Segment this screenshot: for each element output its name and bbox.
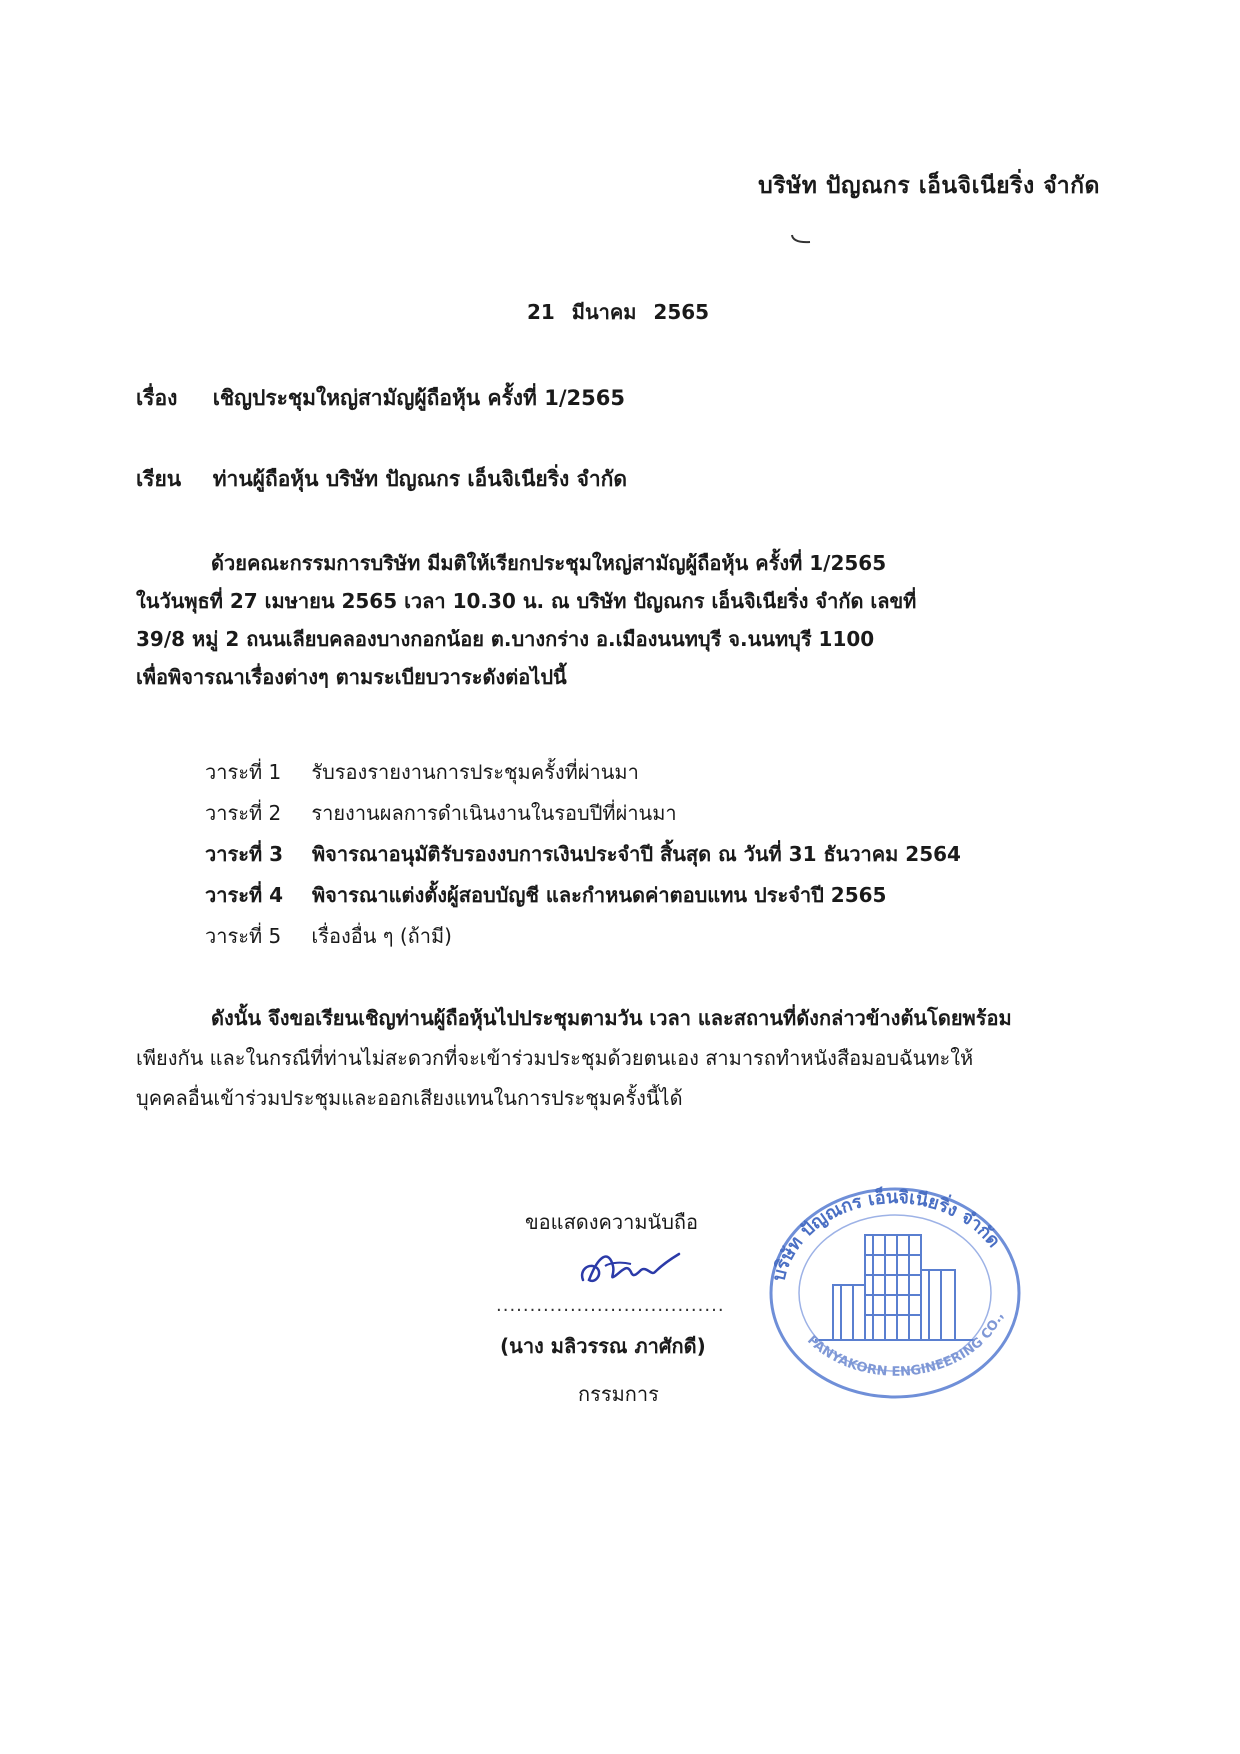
seal-top-text: บริษัท ปัญณกร เอ็นจิเนียริ่ง จำกัด — [768, 1186, 1005, 1284]
paragraph-line: ดังนั้น จึงขอเรียนเชิญท่านผู้ถือหุ้นไปประชุมตามวัน เวลา และสถานที่ดังกล่าวข้างต้นโดยพร้อม — [211, 1006, 1012, 1030]
agenda-text: เรื่องอื่น ๆ (ถ้ามี) — [311, 924, 452, 948]
paragraph-line: 39/8 หมู่ 2 ถนนเลียบคลองบางกอกน้อย ต.บางกร่าง อ.เมืองนนทบุรี จ.นนทบุรี 1100 — [136, 627, 875, 651]
agenda-item — [205, 875, 961, 916]
signer-title: กรรมการ — [578, 1382, 659, 1406]
recipient-text: ท่านผู้ถือหุ้น บริษัท ปัญณกร เอ็นจิเนียริ่ง จำกัด — [212, 467, 628, 491]
letter-date: 21 มีนาคม 2565 — [527, 300, 710, 324]
subject-text: เชิญประชุมใหญ่สามัญผู้ถือหุ้น ครั้งที่ 1/2565 — [212, 386, 625, 410]
agenda-number: วาระที่ 4 — [205, 883, 284, 907]
seal-bottom-text: PANYAKORN ENGINEERING CO., — [804, 1310, 1007, 1380]
agenda-text: พิจารณาอนุมัติรับรองงบการเงินประจำปี สิ้นสุด ณ วันที่ 31 ธันวาคม 2564 — [311, 842, 961, 866]
pen-mark — [790, 228, 812, 253]
agenda-number: วาระที่ 2 — [205, 801, 282, 825]
handwritten-signature — [575, 1236, 685, 1296]
signer-name: (นาง มลิวรรณ ภาศักดี) — [500, 1334, 706, 1358]
paragraph-line: เพียงกัน และในกรณีที่ท่านไม่สะดวกที่จะเข้าร่วมประชุมด้วยตนเอง สามารถทำหนังสือมอบฉันทะให้ — [136, 1046, 974, 1070]
company-name: บริษัท ปัญณกร เอ็นจิเนียริ่ง จำกัด — [758, 173, 1100, 199]
agenda-item — [205, 916, 961, 957]
recipient-label: เรียน — [136, 467, 182, 491]
paragraph-line: เพื่อพิจารณาเรื่องต่างๆ ตามระเบียบวาระดังต่อไปนี้ — [136, 665, 567, 689]
agenda-item — [205, 752, 961, 793]
agenda-text: รายงานผลการดำเนินงานในรอบปีที่ผ่านมา — [311, 801, 677, 825]
agenda-number: วาระที่ 5 — [205, 924, 282, 948]
agenda-text: พิจารณาแต่งตั้งผู้สอบบัญชี และกำหนดค่าตอบแทน ประจำปี 2565 — [311, 883, 887, 907]
paragraph-line: ด้วยคณะกรรมการบริษัท มีมติให้เรียกประชุมใหญ่สามัญผู้ถือหุ้น ครั้งที่ 1/2565 — [211, 551, 887, 575]
agenda-item — [205, 834, 961, 875]
subject-line — [136, 382, 625, 415]
paragraph-line: บุคคลอื่นเข้าร่วมประชุมและออกเสียงแทนในการประชุมครั้งนี้ได้ — [136, 1086, 683, 1110]
agenda-number: วาระที่ 1 — [205, 760, 282, 784]
subject-label: เรื่อง — [136, 386, 178, 410]
closing-phrase: ขอแสดงความนับถือ — [525, 1210, 699, 1234]
company-seal — [755, 1175, 1035, 1405]
agenda-text: รับรองรายงานการประชุมครั้งที่ผ่านมา — [311, 760, 639, 784]
body-paragraph-1 — [136, 544, 1111, 696]
agenda-number: วาระที่ 3 — [205, 842, 284, 866]
body-paragraph-2 — [136, 998, 1111, 1118]
signature-dotted-line: .................................. — [496, 1295, 725, 1316]
agenda-item — [205, 793, 961, 834]
paragraph-line: ในวันพุธที่ 27 เมษายน 2565 เวลา 10.30 น. ณ บริษัท ปัญณกร เอ็นจิเนียริ่ง จำกัด เลขที่ — [136, 589, 917, 613]
agenda-list — [205, 752, 961, 957]
recipient-line — [136, 463, 627, 496]
